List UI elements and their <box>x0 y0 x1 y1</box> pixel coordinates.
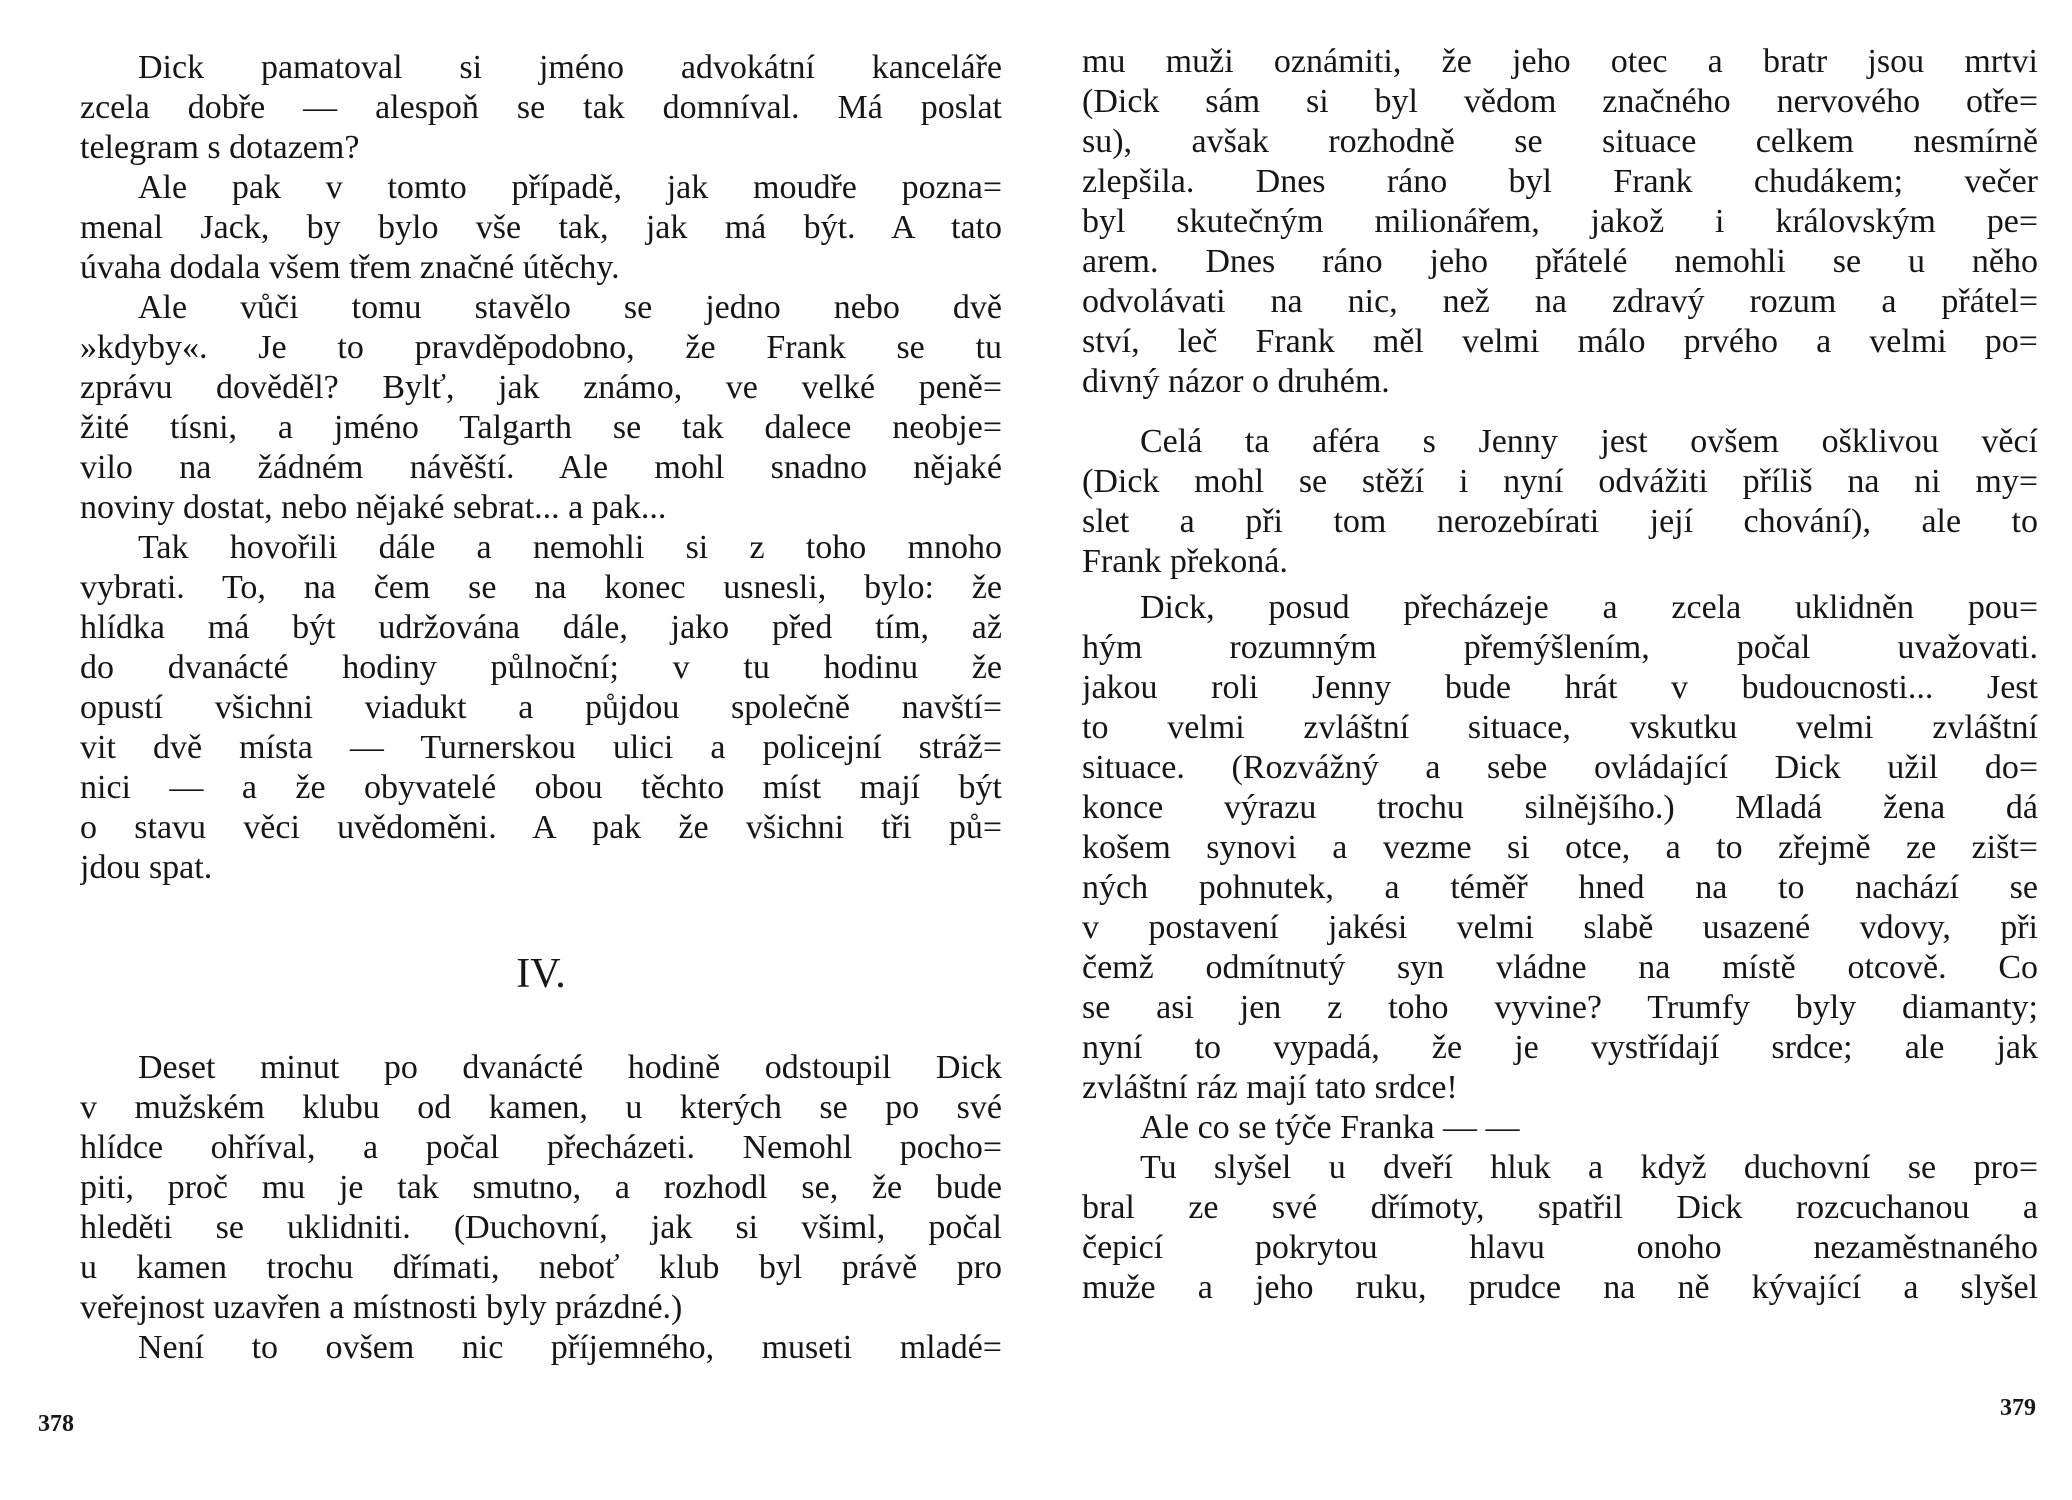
text-line: hým rozumným přemýšlením, počal uvažovati. <box>1082 629 2038 666</box>
paragraph <box>1082 1108 2038 1148</box>
paragraph <box>80 288 1002 528</box>
text-line: ných pohnutek, a téměř hned na to nachází se <box>1082 869 2038 906</box>
text-line: hleděti se uklidniti. (Duchovní, jak si všiml, počal <box>80 1209 1002 1246</box>
text-line: Ale vůči tomu stavělo se jedno nebo dvě <box>138 289 1002 326</box>
paragraph <box>80 48 1002 168</box>
text-line: zprávu dověděl? Bylť, jak známo, ve velké peně= <box>80 369 1002 406</box>
text-line: (Dick sám si byl vědom značného nervového otře= <box>1082 83 2038 120</box>
text-line: jakou roli Jenny bude hrát v budoucnosti... Jest <box>1082 669 2038 706</box>
text-line: »kdyby«. Je to pravděpodobno, že Frank se tu <box>80 329 1002 366</box>
text-line: Ale pak v tomto případě, jak moudře pozna= <box>138 169 1002 206</box>
chapter-heading: IV. <box>516 951 566 997</box>
page-number-left: 378 <box>38 1411 74 1437</box>
text-line: Dick, posud přecházeje a zcela uklidněn pou= <box>1140 589 2038 626</box>
text-line: Tu slyšel u dveří hluk a když duchovní se pro= <box>1140 1149 2038 1186</box>
text-line: žité tísni, a jméno Talgarth se tak dalece neobje= <box>80 409 1002 446</box>
paragraph <box>1082 1148 2038 1308</box>
text-line: se asi jen z toho vyvine? Trumfy byly diamanty; <box>1082 989 2038 1026</box>
text-line: u kamen trochu dřímati, neboť klub byl právě pro <box>80 1249 1002 1286</box>
text-line: opustí všichni viadukt a půjdou společně navští= <box>80 689 1002 726</box>
text-line: o stavu věci uvědoměni. A pak že všichni tři pů= <box>80 809 1002 846</box>
paragraph <box>80 168 1002 288</box>
text-line: úvaha dodala všem třem značné útěchy. <box>80 249 620 286</box>
text-line: ství, leč Frank měl velmi málo prvého a velmi po= <box>1082 323 2038 360</box>
text-line: čepicí pokrytou hlavu onoho nezaměstnaného <box>1082 1229 2038 1266</box>
paragraph <box>1082 42 2038 402</box>
paragraph <box>1082 422 2038 582</box>
text-line: v mužském klubu od kamen, u kterých se po své <box>80 1089 1002 1126</box>
text-line: Celá ta aféra s Jenny jest ovšem ošklivou věcí <box>1140 423 2038 460</box>
text-line: noviny dostat, nebo nějaké sebrat... a pak... <box>80 489 667 526</box>
page-number-right: 379 <box>2000 1395 2036 1421</box>
text-line: byl skutečným milionářem, jakož i královským pe= <box>1082 203 2038 240</box>
text-line: su), avšak rozhodně se situace celkem nesmírně <box>1082 123 2038 160</box>
text-line: hlídce ohříval, a počal přecházeti. Nemohl pocho= <box>80 1129 1002 1166</box>
text-line: telegram s dotazem? <box>80 129 360 166</box>
text-line: nici — a že obyvatelé obou těchto míst mají být <box>80 769 1002 806</box>
paragraph <box>80 1048 1002 1328</box>
text-line: hlídka má být udržována dále, jako před tím, až <box>80 609 1002 646</box>
text-line: Dick pamatoval si jméno advokátní kanceláře <box>138 49 1002 86</box>
text-line: Ale co se týče Franka — — <box>1140 1109 1520 1146</box>
text-line: mu muži oznámiti, že jeho otec a bratr jsou mrtvi <box>1082 43 2038 80</box>
text-line: zvláštní ráz mají tato srdce! <box>1082 1069 1458 1106</box>
text-line: Není to ovšem nic příjemného, museti mladé= <box>138 1329 1002 1366</box>
paragraph <box>80 1328 1002 1368</box>
text-line: divný názor o druhém. <box>1082 363 1390 400</box>
text-line: piti, proč mu je tak smutno, a rozhodl se, že bude <box>80 1169 1002 1206</box>
text-line: menal Jack, by bylo vše tak, jak má být. A tato <box>80 209 1002 246</box>
text-line: vilo na žádném návěští. Ale mohl snadno nějaké <box>80 449 1002 486</box>
text-line: jdou spat. <box>80 849 213 886</box>
text-line: situace. (Rozvážný a sebe ovládající Dick užil do= <box>1082 749 2038 786</box>
text-line: zcela dobře — alespoň se tak domníval. Má poslat <box>80 89 1002 126</box>
paragraph <box>1082 588 2038 1108</box>
text-line: vit dvě místa — Turnerskou ulici a policejní stráž= <box>80 729 1002 766</box>
left-page-text <box>80 48 1002 1368</box>
text-line: Tak hovořili dále a nemohli si z toho mnoho <box>138 529 1002 566</box>
text-line: arem. Dnes ráno jeho přátelé nemohli se u něho <box>1082 243 2038 280</box>
text-line: to velmi zvláštní situace, vskutku velmi zvláštní <box>1082 709 2038 746</box>
text-line: odvolávati na nic, než na zdravý rozum a přátel= <box>1082 283 2038 320</box>
text-line: slet a při tom nerozebírati její chování), ale to <box>1082 503 2038 540</box>
text-line: vybrati. To, na čem se na konec usnesli, bylo: že <box>80 569 1002 606</box>
text-line: v postavení jakési velmi slabě usazené vdovy, při <box>1082 909 2038 946</box>
text-line: košem synovi a vezme si otce, a to zřejmě ze zišt= <box>1082 829 2038 866</box>
text-line: veřejnost uzavřen a místnosti byly prázdné.) <box>80 1289 683 1326</box>
text-line: Deset minut po dvanácté hodině odstoupil Dick <box>138 1049 1002 1086</box>
paragraph <box>80 528 1002 888</box>
text-line: muže a jeho ruku, prudce na ně kývající a slyšel <box>1082 1269 2038 1306</box>
text-line: čemž odmítnutý syn vládne na místě otcově. Co <box>1082 949 2038 986</box>
right-page-text <box>1082 42 2038 1308</box>
text-line: Frank překoná. <box>1082 543 1288 580</box>
text-line: bral ze své dřímoty, spatřil Dick rozcuchanou a <box>1082 1189 2038 1226</box>
text-line: zlepšila. Dnes ráno byl Frank chudákem; večer <box>1082 163 2038 200</box>
text-line: do dvanácté hodiny půlnoční; v tu hodinu že <box>80 649 1002 686</box>
text-line: konce výrazu trochu silnějšího.) Mladá žena dá <box>1082 789 2038 826</box>
text-line: (Dick mohl se stěží i nyní odvážiti příliš na ni my= <box>1082 463 2038 500</box>
text-line: nyní to vypadá, že je vystřídají srdce; ale jak <box>1082 1029 2038 1066</box>
